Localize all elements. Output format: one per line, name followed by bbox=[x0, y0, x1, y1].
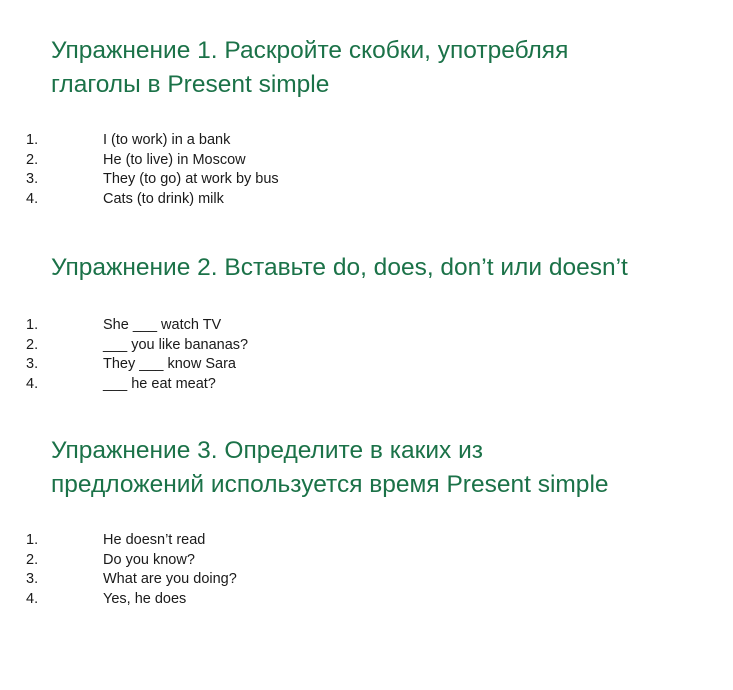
item-text: ___ he eat meat? bbox=[103, 375, 216, 392]
item-text: They (to go) at work by bus bbox=[103, 171, 279, 187]
exercise-3-title-line-2: предложений используется время Present simple bbox=[51, 471, 609, 498]
exercise-1-title bbox=[51, 34, 568, 102]
exercise-1-list bbox=[0, 131, 733, 209]
exercise-2-item-2 bbox=[0, 336, 733, 356]
exercise-2-list bbox=[0, 316, 733, 394]
item-text: Cats (to drink) milk bbox=[103, 190, 224, 207]
item-number: 1. bbox=[26, 132, 39, 148]
exercise-2-item-4 bbox=[0, 375, 733, 395]
item-text: She ___ watch TV bbox=[103, 317, 222, 333]
exercise-3-title bbox=[51, 434, 609, 502]
item-text: They ___ know Sara bbox=[103, 356, 236, 372]
exercise-1-item-1 bbox=[0, 131, 733, 151]
item-number: 1. bbox=[26, 532, 39, 548]
exercise-1-title-line-1: Упражнение 1. Раскройте скобки, употребляя bbox=[51, 37, 569, 64]
item-text: He doesn’t read bbox=[103, 532, 206, 548]
item-text: He (to live) in Moscow bbox=[103, 151, 246, 168]
item-number: 2. bbox=[26, 151, 39, 168]
item-number: 4. bbox=[26, 590, 39, 607]
exercise-3-title-line-1: Упражнение 3. Определите в каких из bbox=[51, 437, 484, 464]
exercise-1-item-2 bbox=[0, 151, 733, 171]
item-text: Do you know? bbox=[103, 551, 195, 568]
item-number: 4. bbox=[26, 375, 39, 392]
exercise-3-item-3 bbox=[0, 570, 733, 590]
exercise-3-item-2 bbox=[0, 551, 733, 571]
exercise-3-list bbox=[0, 531, 733, 609]
exercise-1-item-3 bbox=[0, 170, 733, 190]
item-number: 2. bbox=[26, 336, 39, 353]
exercise-1-item-4 bbox=[0, 190, 733, 210]
exercise-3-item-4 bbox=[0, 590, 733, 610]
item-number: 3. bbox=[26, 171, 39, 187]
item-number: 3. bbox=[26, 571, 39, 587]
item-number: 3. bbox=[26, 356, 39, 372]
item-text: ___ you like bananas? bbox=[103, 336, 249, 353]
item-text: Yes, he does bbox=[103, 590, 187, 607]
item-text: What are you doing? bbox=[103, 571, 237, 587]
exercise-2-item-3 bbox=[0, 355, 733, 375]
item-number: 4. bbox=[26, 190, 39, 207]
item-text: I (to work) in a bank bbox=[103, 132, 231, 148]
item-number: 2. bbox=[26, 551, 39, 568]
exercise-2-title bbox=[51, 251, 628, 285]
exercise-2-item-1 bbox=[0, 316, 733, 336]
item-number: 1. bbox=[26, 317, 39, 333]
exercise-1-title-line-2: глаголы в Present simple bbox=[51, 71, 330, 98]
exercise-2-title-line-1: Упражнение 2. Вставьте do, does, don’t или doesn’t bbox=[51, 254, 628, 281]
exercise-3-item-1 bbox=[0, 531, 733, 551]
